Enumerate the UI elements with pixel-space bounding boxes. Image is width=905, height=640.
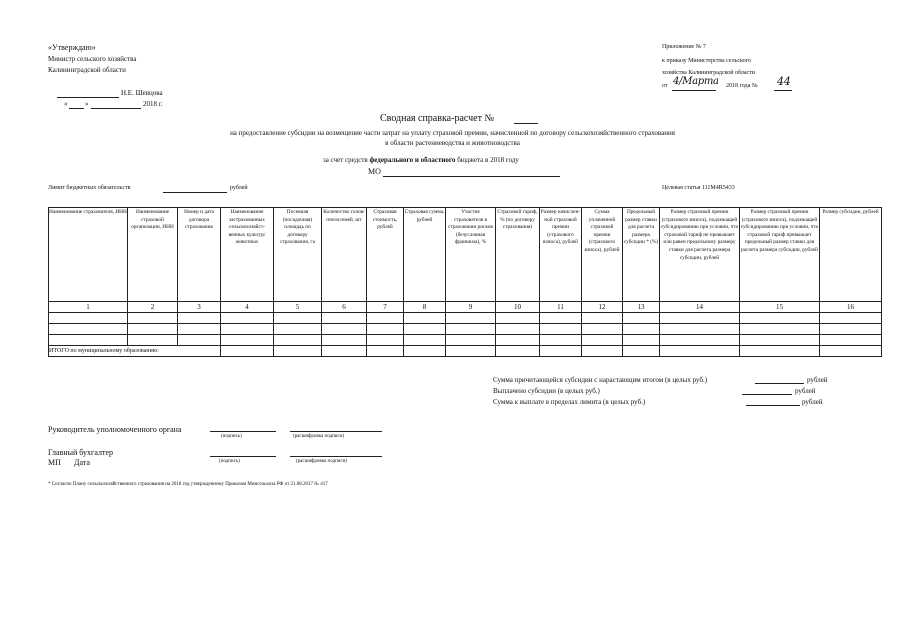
approval-signature-name: Н.Е. Шевцова — [121, 89, 163, 97]
col-number: 6 — [322, 302, 367, 313]
annex-date-line — [672, 90, 716, 91]
col-header: Посевная (посадочная) площадь по договору страхования, га — [274, 208, 322, 302]
annex-ministry: хозяйства Калининградской области — [662, 70, 756, 76]
summary-to-pay-line — [746, 405, 800, 406]
col-header: Страховая стоимость, рублей — [367, 208, 404, 302]
head-signature-caption: (подпись) — [221, 434, 242, 439]
limit-line — [163, 192, 227, 193]
mp-label: МП — [48, 458, 61, 467]
summary-paid: Выплачено субсидии (в целых руб.) — [493, 387, 600, 395]
col-number: 8 — [404, 302, 446, 313]
doc-number-line — [514, 123, 538, 124]
col-number: 10 — [496, 302, 540, 313]
header-row — [49, 208, 882, 302]
approval-title: «Утверждаю» — [48, 43, 96, 52]
col-header: Наименование застрахованных сельскохозяйст- венных культур/ животных — [221, 208, 274, 302]
column-number-row — [49, 302, 882, 313]
head-label: Руководитель уполномоченного органа — [48, 425, 182, 434]
annex-number: Приложение № 7 — [662, 44, 706, 50]
annex-number-line — [774, 90, 792, 91]
head-decode-caption: (расшифровка подписи) — [293, 434, 345, 439]
col-header: Страховой тариф, % (по договору страхования) — [496, 208, 540, 302]
col-header: Наименование страховой организации, ИНН — [128, 208, 178, 302]
target-article: Целевая статья 111М4R5433 — [662, 185, 735, 191]
footnote: * Согласно Плану сельскохозяйственного страхования на 2018 год утвержденному Приказом Минсельхоза РФ от 21.08.2017 № 417 — [48, 482, 328, 487]
summary-accrued-line — [755, 383, 804, 384]
col-header: Размер субсидии, рублей — [820, 208, 882, 302]
col-header: Количество голов/ пчелосемей, шт — [322, 208, 367, 302]
mo-label: МО — [368, 167, 381, 176]
col-number: 13 — [623, 302, 660, 313]
col-number: 3 — [178, 302, 221, 313]
doc-funding — [323, 156, 519, 164]
approval-region: Калининградской области — [48, 66, 126, 74]
col-number: 16 — [820, 302, 882, 313]
col-header: Размер страховой премии (страхового взноса), подлежащей субсидированию при условии, что страховой тариф не превышает или равен предельному размеру ставки для расчета размера субсидии, рублей — [660, 208, 740, 302]
table-row — [49, 335, 882, 346]
signature-line — [57, 97, 119, 98]
total-label: ИТОГО по муниципальному образованию: — [49, 346, 221, 357]
col-number: 14 — [660, 302, 740, 313]
funding-bold: федерального и областного — [369, 156, 456, 164]
col-number: 12 — [582, 302, 623, 313]
approval-date-year: 2018 г. — [143, 100, 163, 108]
col-header: Номер и дата договора страхования — [178, 208, 221, 302]
accountant-signature-caption: (подпись) — [219, 459, 240, 464]
col-number: 5 — [274, 302, 322, 313]
funding-suffix: бюджета в 2018 году — [455, 156, 519, 164]
head-signature-line — [210, 431, 276, 432]
col-header: Страховая сумма, рублей — [404, 208, 446, 302]
annex-date-suffix: 2018 года № — [726, 83, 758, 89]
accountant-label: Главный бухгалтер — [48, 448, 113, 457]
col-number: 2 — [128, 302, 178, 313]
summary-to-pay-unit: рублей — [802, 398, 823, 406]
summary-paid-unit: рублей — [795, 387, 816, 395]
col-number: 15 — [740, 302, 820, 313]
annex-handwritten-number: 44 — [777, 75, 791, 88]
col-number: 1 — [49, 302, 128, 313]
col-number: 4 — [221, 302, 274, 313]
col-header: Сумма уплаченной страховой премии (страхового взноса), рублей — [582, 208, 623, 302]
col-header: Наименование страхователя, ИНН — [49, 208, 128, 302]
head-decode-line — [290, 431, 382, 432]
approval-date-mid: » — [85, 100, 89, 108]
annex-date-prefix: от — [662, 83, 668, 89]
approval-minister: Министр сельского хозяйства — [48, 55, 137, 63]
month-line — [91, 108, 141, 109]
limit-unit: рублей — [230, 185, 248, 191]
total-row — [49, 346, 882, 357]
limit-label: Лимит бюджетных обязательств — [48, 185, 131, 191]
summary-accrued-unit: рублей — [807, 376, 828, 384]
col-header: Предельный размер ставки для расчета размера субсидии * (%) — [623, 208, 660, 302]
day-line — [69, 108, 84, 109]
table-row — [49, 313, 882, 324]
table-row — [49, 324, 882, 335]
annex-handwritten-date: 4/Марта — [673, 76, 719, 87]
col-number: 11 — [540, 302, 582, 313]
col-header: Размер начислен- ной страховой премии (страхового взноса), рублей — [540, 208, 582, 302]
summary-paid-line — [742, 394, 792, 395]
accountant-signature-line — [210, 456, 276, 457]
col-header: Участие страхователя в страховании рисков (безусловная франшиза), % — [446, 208, 496, 302]
subsidy-table — [48, 207, 882, 357]
date-label: Дата — [74, 458, 90, 467]
doc-title: Сводная справка-расчет № — [380, 113, 494, 124]
funding-prefix: за счет средств — [323, 156, 370, 164]
col-number: 7 — [367, 302, 404, 313]
accountant-decode-line — [290, 456, 382, 457]
summary-accrued: Сумма причитающейся субсидии с нарастающим итогом (в целых руб.) — [493, 376, 708, 384]
doc-subtitle-2: в области растениеводства и животноводства — [385, 139, 520, 147]
approval-date-open: « — [64, 100, 68, 108]
accountant-decode-caption: (расшифровка подписи) — [296, 459, 348, 464]
annex-order: к приказу Министерства сельского — [662, 58, 751, 64]
col-number: 9 — [446, 302, 496, 313]
doc-subtitle-1: на предоставление субсидии на возмещение части затрат на уплату страховой премии, начисленной по договору сельскохозяйственного страхования — [230, 129, 675, 137]
summary-to-pay: Сумма к выплате в пределах лимита (в целых руб.) — [493, 398, 646, 406]
col-header: Размер страховой премии (страхового взноса), подлежащей субсидированию при условии, что страховой тариф превышает предельный размер ставки для расчета размера субсидии, рублей — [740, 208, 820, 302]
mo-line — [383, 176, 560, 177]
